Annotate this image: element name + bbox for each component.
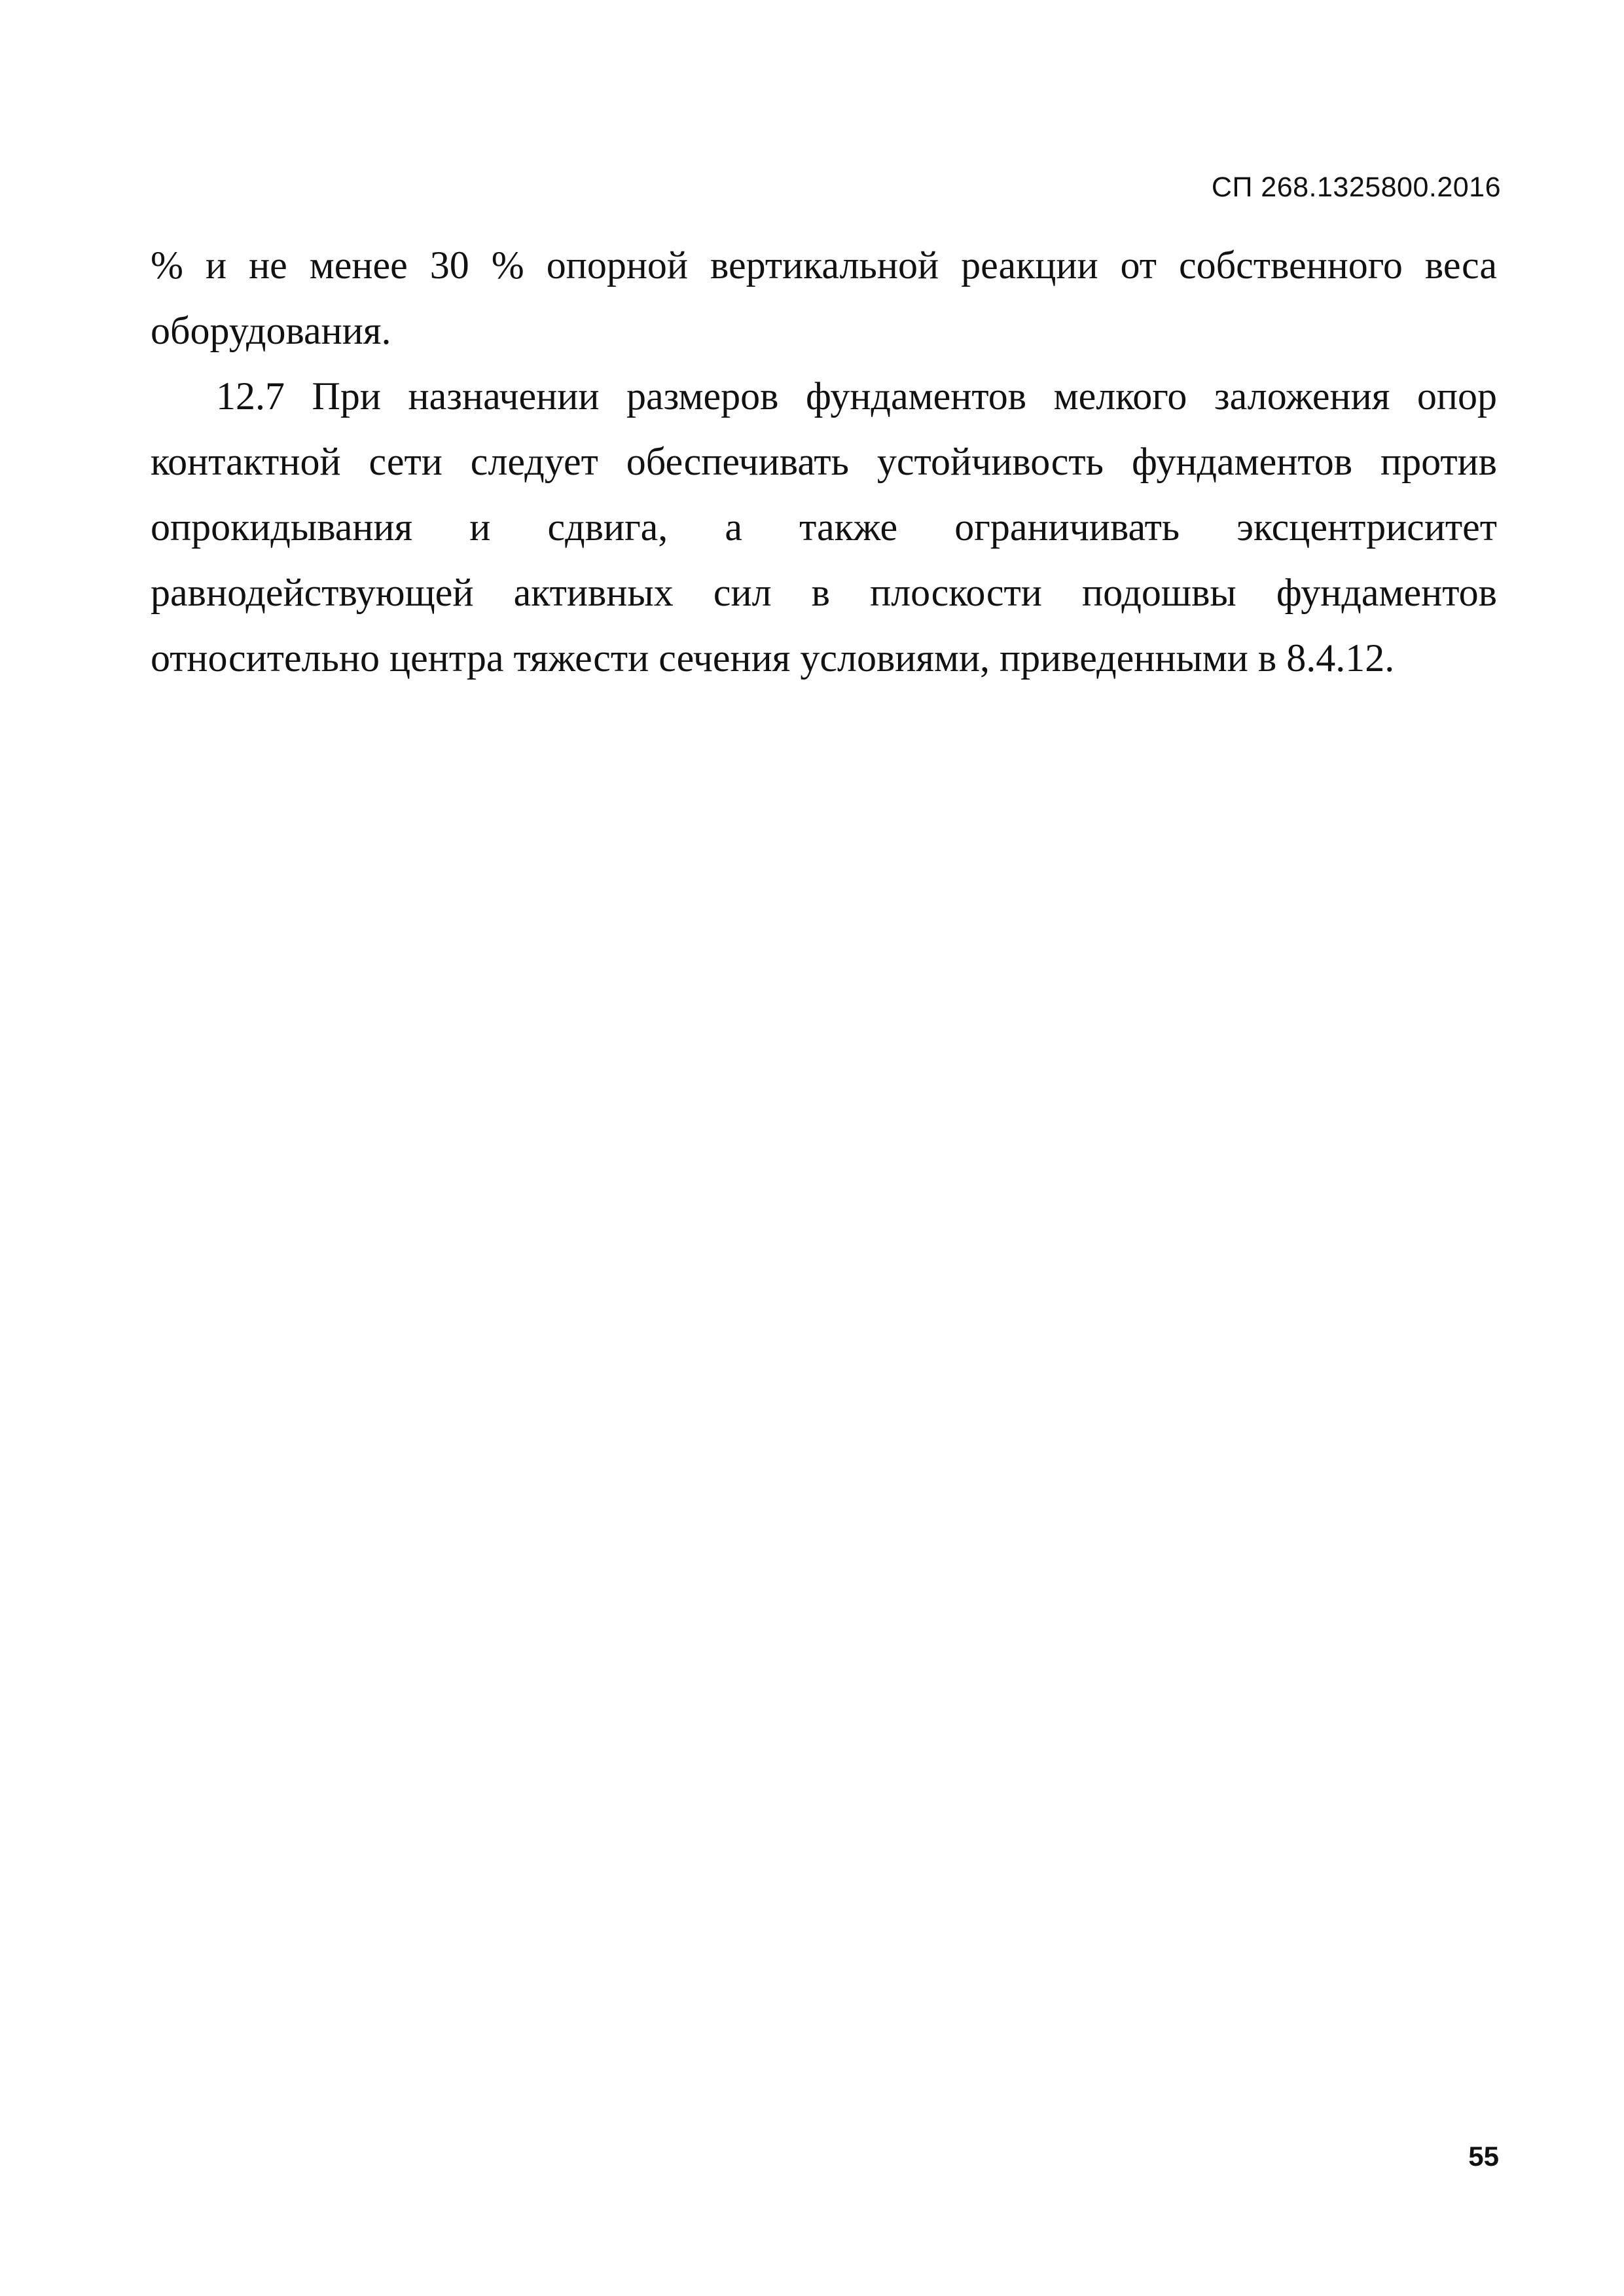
paragraph-12-7: 12.7 При назначении размеров фундаментов мелкого заложения опор контактной сети следует обеспечивать устойчивость фундаментов против опрокидывания и сдвига, а также ограничивать эксцентриситет равнодействующей активных сил в плоскости подошвы фундаментов относительно центра тяжести сечения условиями, приведенными в 8.4.12. bbox=[151, 374, 1497, 680]
document-code: СП 268.1325800.2016 bbox=[1211, 172, 1501, 203]
page-number: 55 bbox=[1468, 2141, 1499, 2172]
body-text bbox=[151, 232, 1497, 691]
paragraph-continuation: % и не менее 30 % опорной вертикальной реакции от собственного веса оборудования. bbox=[151, 244, 1497, 352]
